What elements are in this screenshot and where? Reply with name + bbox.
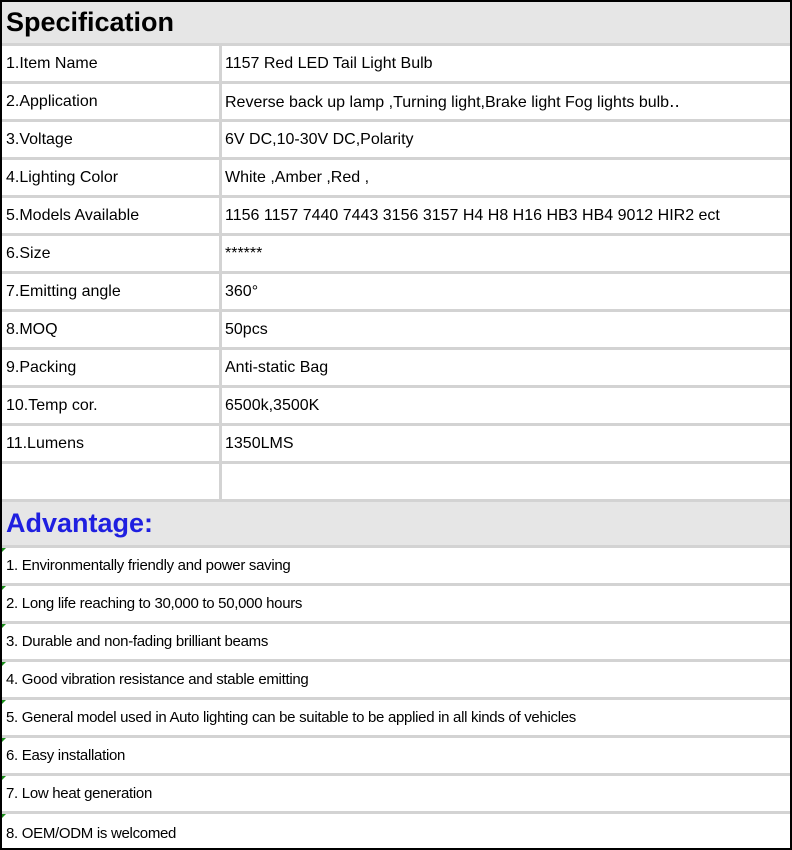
- advantage-item: [2, 548, 790, 586]
- advantage-item-text: 1. Environmentally friendly and power saving: [6, 557, 291, 574]
- spec-row-empty: [2, 464, 790, 502]
- spec-row-size: [2, 236, 790, 274]
- spec-label: 11.Lumens: [2, 426, 222, 461]
- advantage-item-text: 4. Good vibration resistance and stable emitting: [6, 671, 309, 688]
- spec-label: 9.Packing: [2, 350, 222, 385]
- spec-value: ******: [225, 244, 263, 262]
- spec-label: 10.Temp cor.: [2, 388, 222, 423]
- spec-label: 4.Lighting Color: [2, 160, 222, 195]
- spec-value: 1350LMS: [225, 434, 294, 452]
- spec-row-temp-cor: [2, 388, 790, 426]
- spec-value: White ,Amber ,Red ,: [225, 168, 370, 186]
- spec-row-lumens: [2, 426, 790, 464]
- spec-label: 3.Voltage: [2, 122, 222, 157]
- cell-comment-marker-icon: [2, 662, 6, 666]
- spec-row-moq: [2, 312, 790, 350]
- spec-value: 50pcs: [225, 320, 268, 338]
- spec-row-voltage: [2, 122, 790, 160]
- spec-label: 2.Application: [2, 84, 222, 119]
- advantage-header: [2, 502, 790, 548]
- cell-comment-marker-icon: [2, 700, 6, 704]
- spec-label: [2, 464, 222, 499]
- specification-title: Specification: [6, 7, 175, 37]
- spec-row-lighting-color: [2, 160, 790, 198]
- advantage-item-text: 5. General model used in Auto lighting can be suitable to be applied in all kinds of vehicles: [6, 709, 576, 726]
- spec-row-emitting-angle: [2, 274, 790, 312]
- spec-label: 5.Models Available: [2, 198, 222, 233]
- advantage-item: [2, 776, 790, 814]
- spec-value: 6500k,3500K: [225, 396, 320, 414]
- advantage-item: [2, 814, 790, 850]
- cell-comment-marker-icon: [2, 738, 6, 742]
- spec-label: 1.Item Name: [2, 46, 222, 81]
- advantage-item: [2, 738, 790, 776]
- spec-value: [222, 464, 790, 499]
- spec-value: 1157 Red LED Tail Light Bulb: [225, 54, 433, 72]
- cell-comment-marker-icon: [2, 548, 6, 552]
- spec-row-application: [2, 84, 790, 122]
- advantage-list: [2, 548, 790, 850]
- advantage-item: [2, 624, 790, 662]
- spec-value: Anti-static Bag: [225, 358, 329, 376]
- advantage-item-text: 6. Easy installation: [6, 747, 126, 764]
- advantage-item: [2, 586, 790, 624]
- cell-comment-marker-icon: [2, 814, 6, 818]
- spec-value: 6V DC,10-30V DC,Polarity: [225, 130, 414, 148]
- advantage-item-text: 3. Durable and non-fading brilliant beams: [6, 633, 269, 650]
- advantage-title: Advantage:: [6, 508, 154, 538]
- specification-table: [2, 46, 790, 502]
- spec-label: 8.MOQ: [2, 312, 222, 347]
- advantage-item-text: 8. OEM/ODM is welcomed: [6, 824, 177, 842]
- spec-row-item-name: [2, 46, 790, 84]
- spec-value: Reverse back up lamp ,Turning light,Brake light Fog lights bulb‥: [225, 93, 680, 111]
- cell-comment-marker-icon: [2, 776, 6, 780]
- specification-header: [2, 2, 790, 46]
- advantage-item: [2, 662, 790, 700]
- spec-value: 360°: [225, 282, 259, 300]
- cell-comment-marker-icon: [2, 624, 6, 628]
- cell-comment-marker-icon: [2, 586, 6, 590]
- spec-label: 6.Size: [2, 236, 222, 271]
- advantage-item-text: 2. Long life reaching to 30,000 to 50,000 hours: [6, 595, 303, 612]
- spec-label: 7.Emitting angle: [2, 274, 222, 309]
- advantage-item-text: 7. Low heat generation: [6, 785, 153, 802]
- spec-row-packing: [2, 350, 790, 388]
- spec-row-models-available: [2, 198, 790, 236]
- spec-value: 1156 1157 7440 7443 3156 3157 H4 H8 H16 HB3 HB4 9012 HIR2 ect: [225, 206, 720, 224]
- advantage-item: [2, 700, 790, 738]
